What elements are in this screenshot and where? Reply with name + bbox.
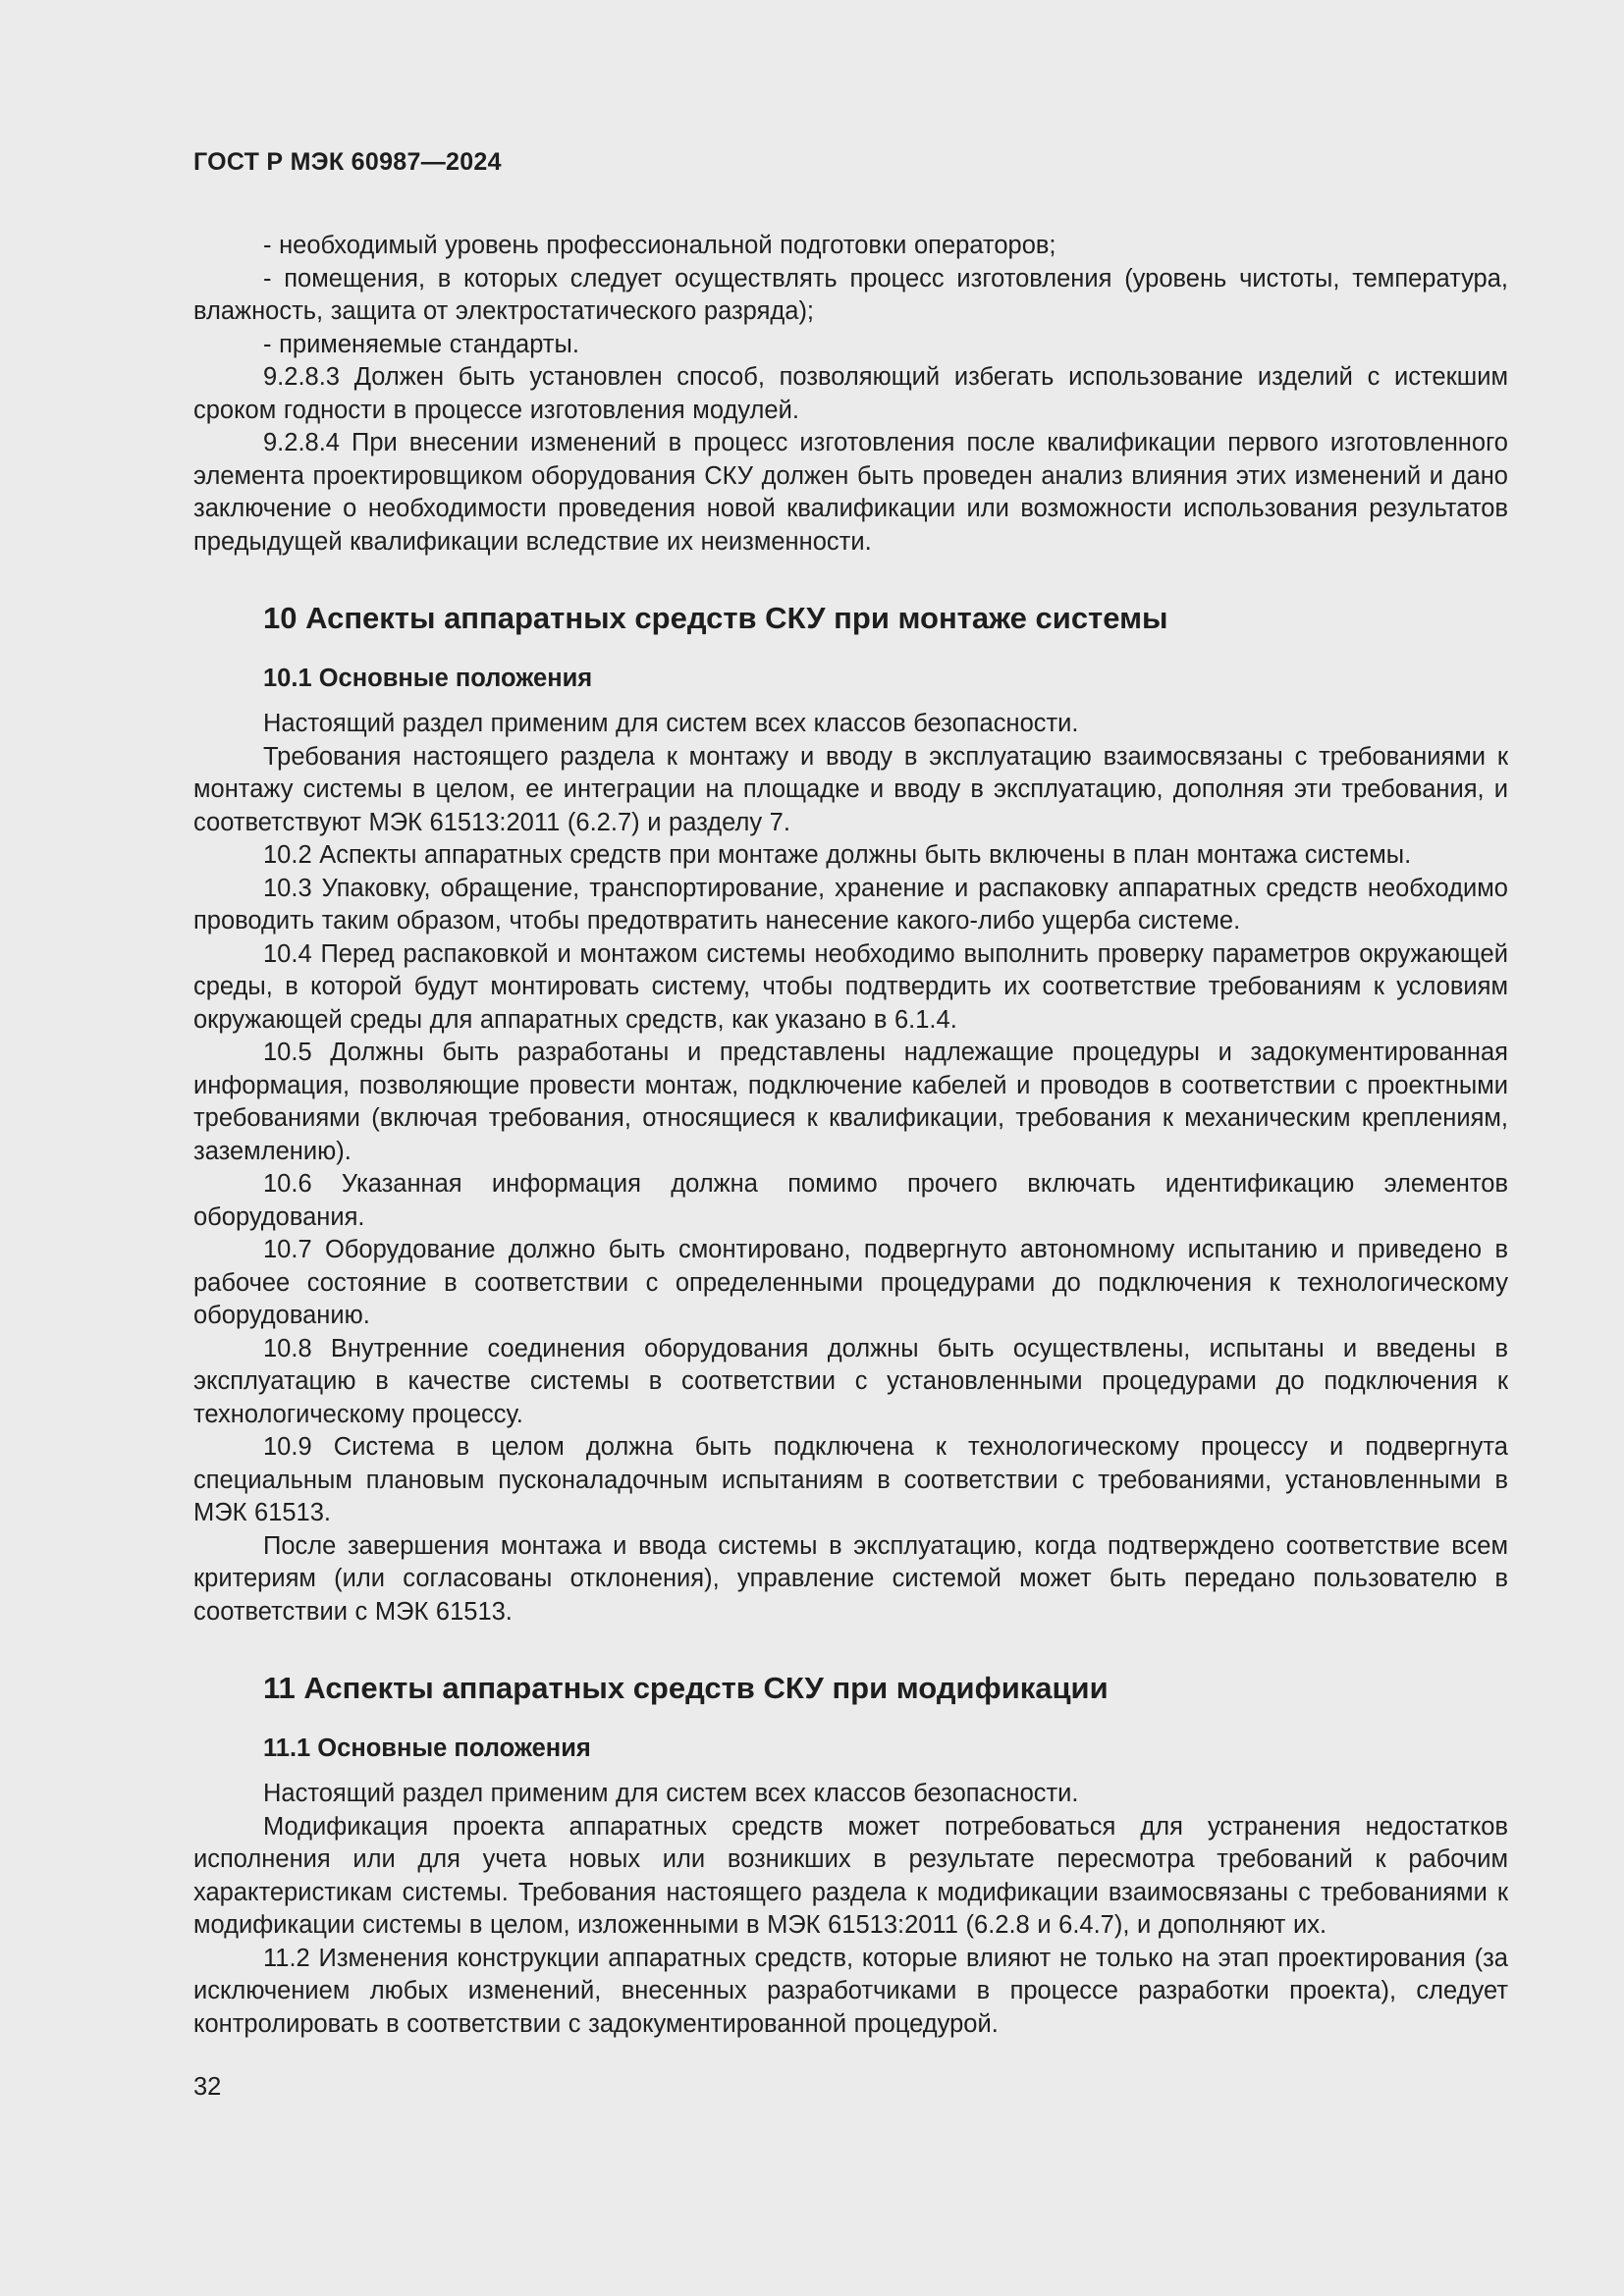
paragraph: 9.2.8.4 При внесении изменений в процесс изготовления после квалификации первого изготовленного элемента проектировщиком оборудования СКУ должен быть проведен анализ влияния этих изменений и дано заключение о необходимости проведения новой квалификации или возможности использования результатов предыдущей квалификации вследствие их неизменности. xyxy=(193,429,1508,556)
document-page xyxy=(193,147,1508,2041)
paragraph: 10.2 Аспекты аппаратных средств при монтаже должны быть включены в план монтажа системы. xyxy=(263,841,1412,869)
paragraph: Настоящий раздел применим для систем всех классов безопасности. xyxy=(263,1780,1079,1807)
subsection-heading: 11.1 Основные положения xyxy=(263,1735,591,1762)
paragraph: 11.2 Изменения конструкции аппаратных средств, которые влияют не только на этап проектирования (за исключением любых изменений, внесенных разработчиками в процессе разработки проекта), следует контролировать в соответствии с задокументированной процедурой. xyxy=(193,1944,1508,2038)
paragraph: Настоящий раздел применим для систем всех классов безопасности. xyxy=(263,710,1079,737)
paragraph: Модификация проекта аппаратных средств может потребоваться для устранения недостатков исполнения или для учета новых или возникших в результате пересмотра требований к рабочим характеристикам системы. Требования настоящего раздела к модификации взаимосвязаны с требованиями к модификации системы в целом, изложенными в МЭК 61513:2011 (6.2.8 и 6.4.7), и дополняют их. xyxy=(193,1812,1508,1939)
paragraph: 10.7 Оборудование должно быть смонтировано, подвергнуто автономному испытанию и приведено в рабочее состояние в соответствии с определенными процедурами до подключения к технологическому оборудованию. xyxy=(193,1236,1508,1329)
paragraph: 10.4 Перед распаковкой и монтажом системы необходимо выполнить проверку параметров окружающей среды, в которой будут монтировать систему, чтобы подтвердить их соответствие требованиям к условиям окружающей среды для аппаратных средств, как указано в 6.1.4. xyxy=(193,939,1508,1034)
paragraph: 10.8 Внутренние соединения оборудования должны быть осуществлены, испытаны и введены в эксплуатацию в качестве системы в соответствии с установленными процедурами до подключения к технологическому процессу. xyxy=(193,1334,1508,1428)
list-item: - необходимый уровень профессиональной подготовки операторов; xyxy=(263,232,1056,259)
paragraph: 10.3 Упаковку, обращение, транспортирование, хранение и распаковку аппаратных средств необходимо проводить таким образом, чтобы предотвратить нанесение какого-либо ущерба системе. xyxy=(193,874,1508,934)
section-heading: 11 Аспекты аппаратных средств СКУ при модификации xyxy=(263,1671,1109,1705)
list-item: - помещения, в которых следует осуществлять процесс изготовления (уровень чистоты, температура, влажность, защита от электростатического разряда); xyxy=(193,264,1508,325)
paragraph: 10.9 Система в целом должна быть подключена к технологическому процессу и подвергнута специальным плановым пусконаладочным испытаниям в соответствии с требованиями, установленными в МЭК 61513. xyxy=(193,1433,1508,1526)
page-number: 32 xyxy=(193,2073,222,2101)
paragraph: 9.2.8.3 Должен быть установлен способ, позволяющий избегать использование изделий с истекшим сроком годности в процессе изготовления модулей. xyxy=(193,363,1508,424)
paragraph: После завершения монтажа и ввода системы в эксплуатацию, когда подтверждено соответствие всем критериям (или согласованы отклонения), управление системой может быть передано пользователю в соответствии с МЭК 61513. xyxy=(193,1531,1508,1626)
document-header: ГОСТ Р МЭК 60987—2024 xyxy=(193,148,502,176)
paragraph: Требования настоящего раздела к монтажу и вводу в эксплуатацию взаимосвязаны с требованиями к монтажу системы в целом, ее интеграции на площадке и вводу в эксплуатацию, дополняя эти требования, и соответствуют МЭК 61513:2011 (6.2.7) и разделу 7. xyxy=(193,742,1508,836)
paragraph: 10.5 Должны быть разработаны и представлены надлежащие процедуры и задокументированная информация, позволяющие провести монтаж, подключение кабелей и проводов в соответствии с проектными требованиями (включая требования, относящиеся к квалификации, требования к механическим креплениям, заземлению). xyxy=(193,1039,1508,1165)
paragraph: 10.6 Указанная информация должна помимо прочего включать идентификацию элементов оборудования. xyxy=(193,1170,1508,1231)
list-item: - применяемые стандарты. xyxy=(263,330,579,358)
section-heading: 10 Аспекты аппаратных средств СКУ при монтаже системы xyxy=(263,601,1168,635)
subsection-heading: 10.1 Основные положения xyxy=(263,665,593,692)
